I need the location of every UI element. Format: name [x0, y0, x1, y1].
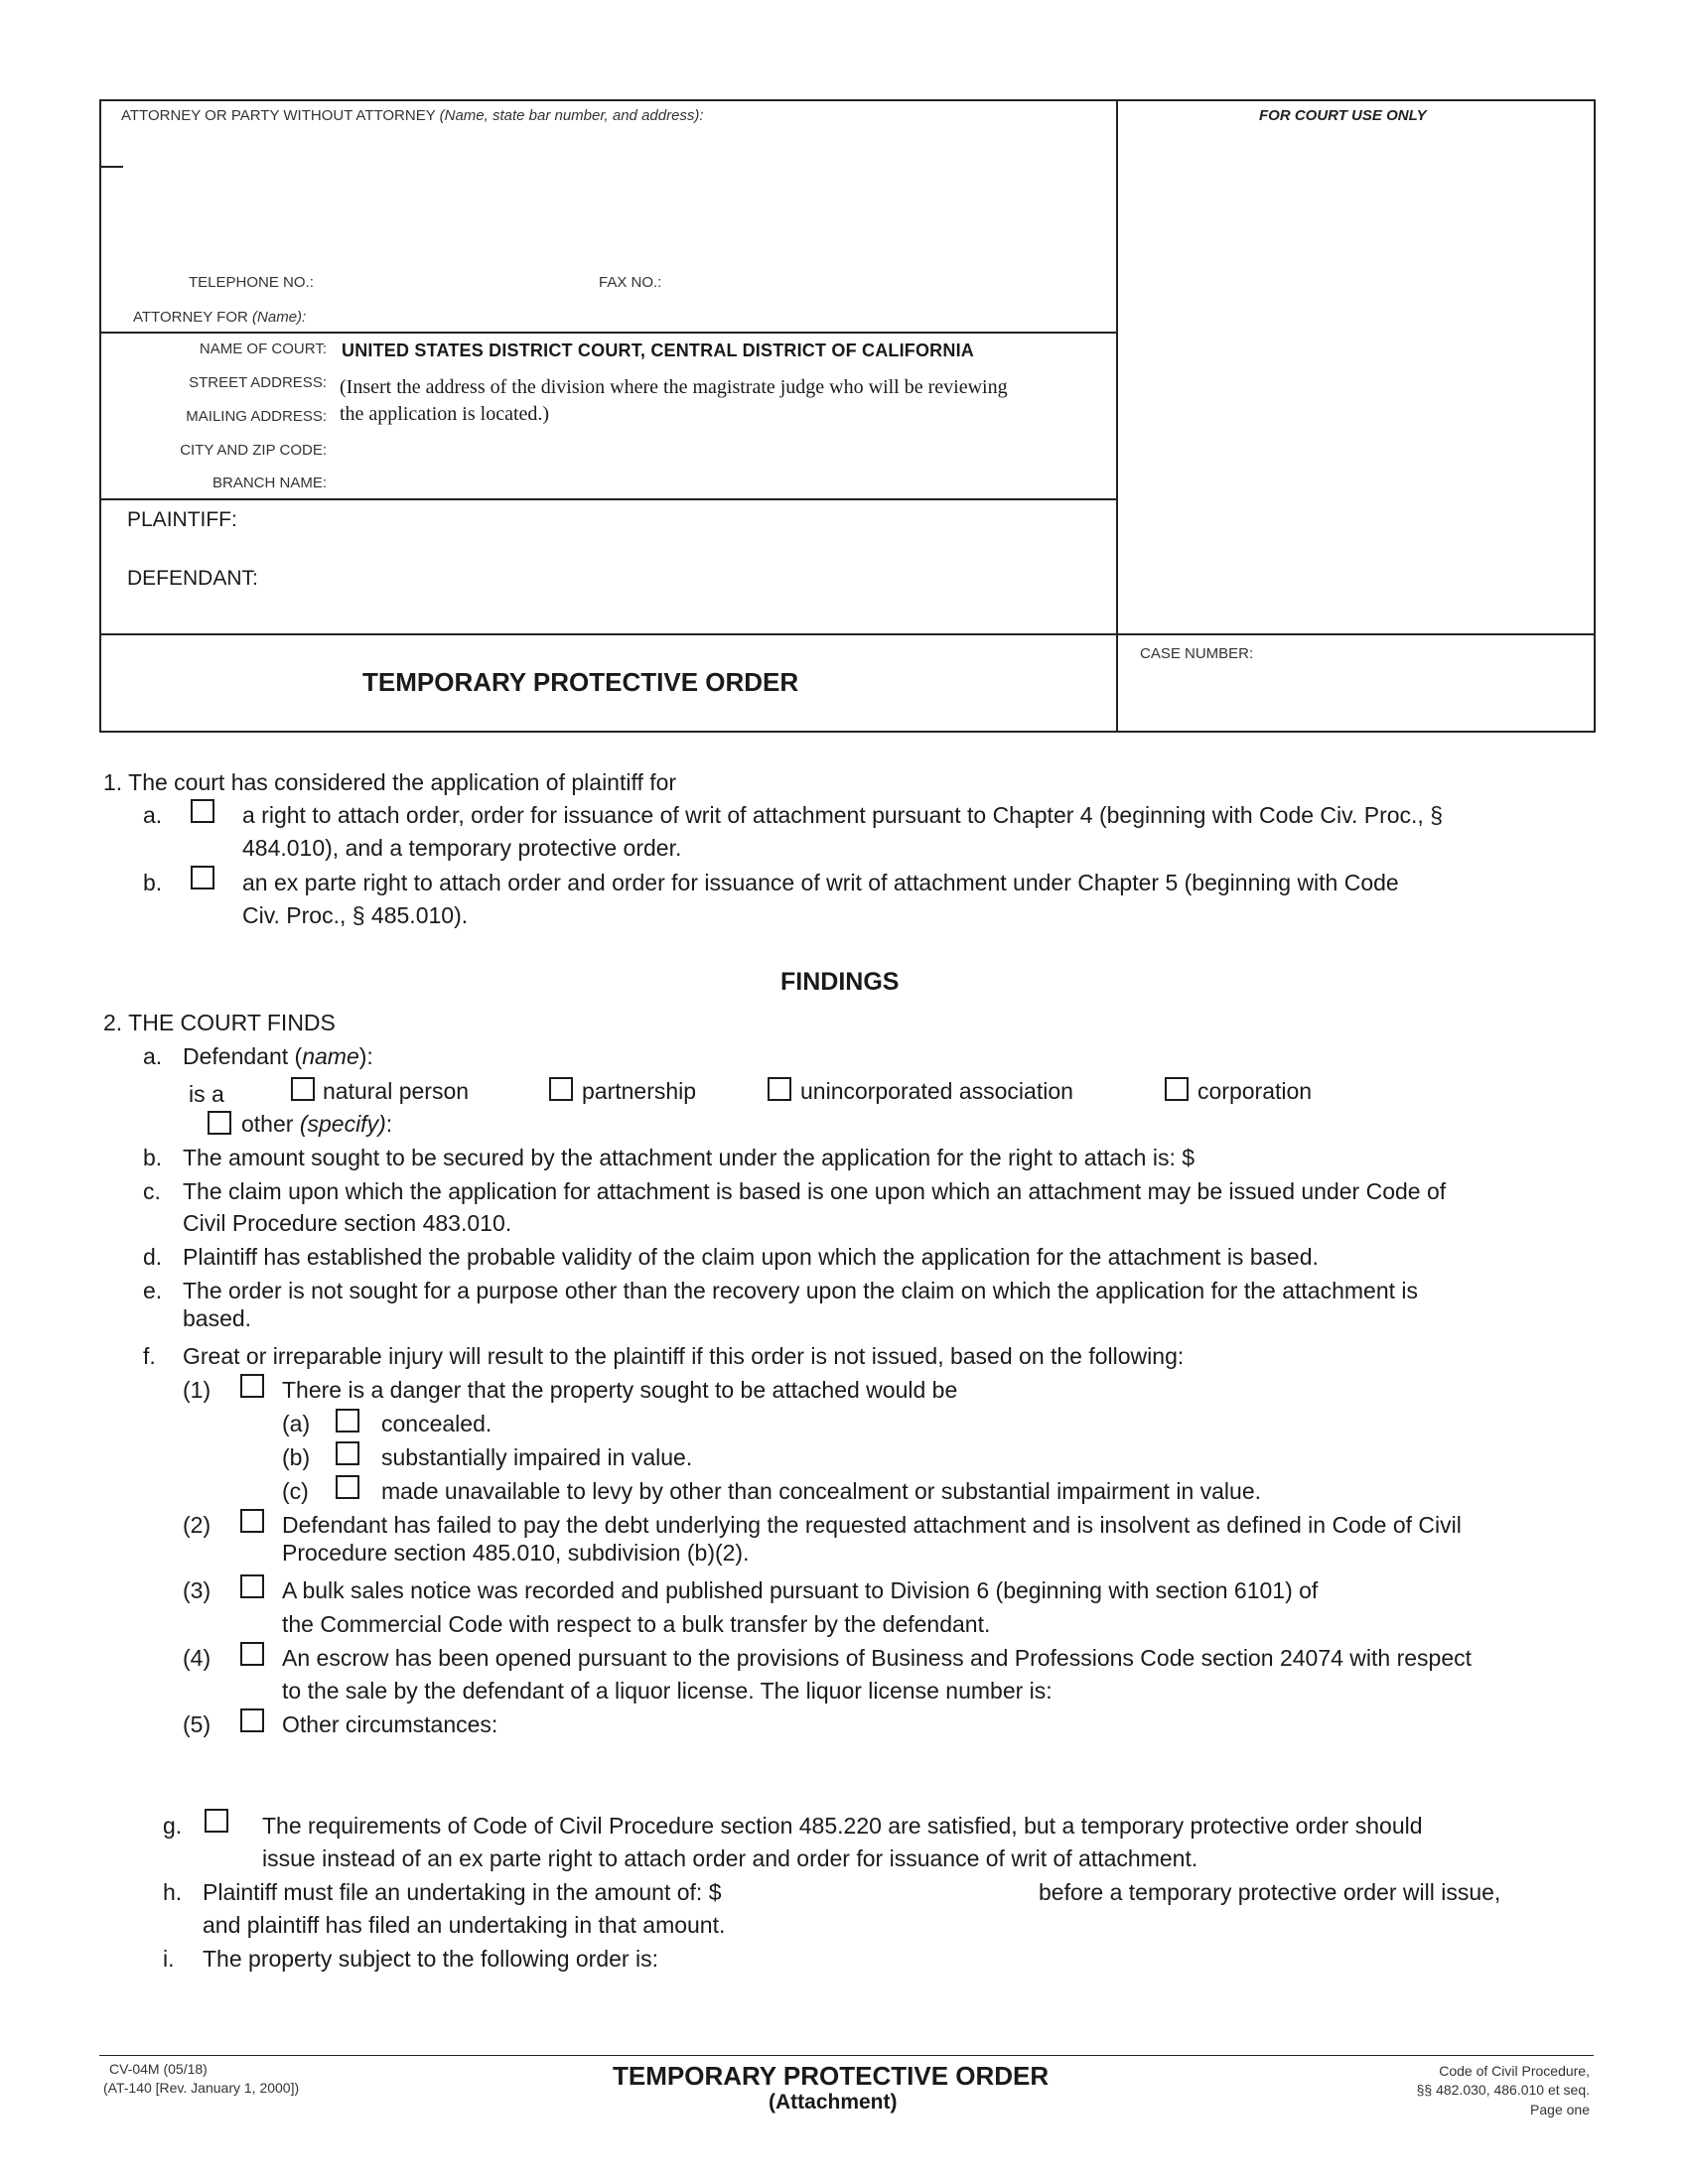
- finding-g-letter: g.: [163, 1813, 183, 1839]
- f4-line2: to the sale by the defendant of a liquor license. The liquor license number is:: [282, 1678, 1053, 1704]
- finding-e-letter: e.: [143, 1278, 163, 1303]
- defendant-label: DEFENDANT:: [127, 567, 258, 590]
- f3-number: (3): [183, 1577, 211, 1603]
- f1-text: There is a danger that the property sought to be attached would be: [282, 1377, 958, 1403]
- attorney-label-hint: (Name, state bar number, and address):: [439, 107, 704, 124]
- section1-a-checkbox[interactable]: [191, 799, 214, 823]
- section1-b-checkbox[interactable]: [191, 866, 214, 889]
- f3-checkbox[interactable]: [240, 1574, 264, 1598]
- f1-checkbox[interactable]: [240, 1374, 264, 1398]
- footer-code-line1: Code of Civil Procedure,: [1439, 2063, 1590, 2079]
- branch-name-label: BRANCH NAME:: [211, 475, 327, 491]
- fa-letter: (a): [282, 1411, 311, 1436]
- findings-intro: 2. THE COURT FINDS: [103, 1010, 336, 1035]
- attorney-label: [121, 107, 704, 124]
- finding-a-close: ):: [358, 1043, 373, 1069]
- f5-checkbox[interactable]: [240, 1708, 264, 1732]
- form-title: TEMPORARY PROTECTIVE ORDER: [362, 667, 799, 697]
- f4-number: (4): [183, 1645, 211, 1671]
- section1-a-letter: a.: [143, 802, 163, 828]
- finding-e-line2: based.: [183, 1305, 252, 1331]
- footer-title: TEMPORARY PROTECTIVE ORDER: [613, 2061, 1050, 2091]
- fa-checkbox[interactable]: [336, 1409, 359, 1433]
- finding-c-letter: c.: [143, 1178, 161, 1204]
- natural-person-checkbox[interactable]: [291, 1077, 315, 1101]
- f2-line1: Defendant has failed to pay the debt underlying the requested attachment and is insolvent as defined in Code of Civil: [282, 1512, 1462, 1538]
- finding-i-letter: i.: [163, 1946, 175, 1972]
- f4-line1: An escrow has been opened pursuant to the provisions of Business and Professions Code section 24074 with respect: [282, 1645, 1473, 1671]
- attorney-for-text: ATTORNEY FOR: [133, 309, 248, 326]
- finding-h-text2: before a temporary protective order will issue,: [1039, 1879, 1501, 1905]
- mailing-address-label: MAILING ADDRESS:: [186, 408, 327, 425]
- attorney-for-hint: (Name):: [252, 309, 307, 326]
- f5-text: Other circumstances:: [282, 1711, 498, 1737]
- f1-number: (1): [183, 1377, 211, 1403]
- f3-line1: A bulk sales notice was recorded and published pursuant to Division 6 (beginning with section 6101) of: [282, 1577, 1319, 1603]
- other-text: other: [241, 1111, 294, 1137]
- finding-i-text: The property subject to the following order is:: [203, 1946, 658, 1972]
- finding-a-name-hint: name: [302, 1043, 359, 1069]
- corporation-checkbox[interactable]: [1165, 1077, 1189, 1101]
- street-address-value: (Insert the address of the division where the magistrate judge who will be reviewing: [340, 376, 1008, 398]
- attorney-for-label: [133, 309, 306, 326]
- finding-a-letter: a.: [143, 1043, 163, 1069]
- finding-c-line1: The claim upon which the application for attachment is based is one upon which an attachment may be issued under Code of: [183, 1178, 1447, 1204]
- fc-text: made unavailable to levy by other than concealment or substantial impairment in value.: [381, 1478, 1261, 1504]
- unincorporated-association-label: unincorporated association: [800, 1078, 1073, 1104]
- finding-a-label: Defendant (: [183, 1043, 303, 1069]
- f2-checkbox[interactable]: [240, 1509, 264, 1533]
- fc-checkbox[interactable]: [336, 1475, 359, 1499]
- corporation-label: corporation: [1197, 1078, 1313, 1104]
- finding-g-line1: The requirements of Code of Civil Procedure section 485.220 are satisfied, but a temporary protective order should: [262, 1813, 1423, 1839]
- f4-checkbox[interactable]: [240, 1642, 264, 1666]
- fa-text: concealed.: [381, 1411, 492, 1436]
- finding-h-line2: and plaintiff has filed an undertaking in that amount.: [203, 1912, 726, 1938]
- finding-b-letter: b.: [143, 1145, 163, 1170]
- footer-code-line2: §§ 482.030, 486.010 et seq.: [1416, 2082, 1590, 2098]
- city-zip-label: CITY AND ZIP CODE:: [180, 442, 327, 459]
- natural-person-label: natural person: [323, 1078, 470, 1104]
- plaintiff-label: PLAINTIFF:: [127, 508, 237, 531]
- is-a-label: is a: [189, 1081, 224, 1107]
- footer-page: Page one: [1530, 2102, 1590, 2117]
- findings-heading: FINDINGS: [780, 968, 900, 996]
- finding-f-text: Great or irreparable injury will result to the plaintiff if this order is not issued, based on the following:: [183, 1343, 1185, 1369]
- other-colon: :: [385, 1111, 393, 1137]
- partnership-checkbox[interactable]: [549, 1077, 573, 1101]
- section1-b-line1: an ex parte right to attach order and order for issuance of writ of attachment under Chapter 5 (beginning with Code: [242, 870, 1399, 895]
- section1-b-letter: b.: [143, 870, 163, 895]
- footer-subtitle: (Attachment): [769, 2091, 898, 2114]
- fc-letter: (c): [282, 1478, 309, 1504]
- name-of-court-label: NAME OF COURT:: [199, 341, 327, 357]
- court-name-value: UNITED STATES DISTRICT COURT, CENTRAL DISTRICT OF CALIFORNIA: [342, 341, 974, 360]
- fb-checkbox[interactable]: [336, 1441, 359, 1465]
- f2-line2: Procedure section 485.010, subdivision (b)(2).: [282, 1540, 750, 1566]
- attorney-label-text: ATTORNEY OR PARTY WITHOUT ATTORNEY: [121, 107, 436, 124]
- footer-form-code: CV-04M (05/18): [109, 2061, 208, 2077]
- other-label: [241, 1111, 392, 1138]
- street-address-label: STREET ADDRESS:: [189, 374, 327, 391]
- finding-h-letter: h.: [163, 1879, 183, 1905]
- mailing-address-value: the application is located.): [340, 403, 550, 425]
- finding-c-line2: Civil Procedure section 483.010.: [183, 1210, 512, 1236]
- court-use-label: FOR COURT USE ONLY: [1259, 107, 1427, 124]
- other-checkbox[interactable]: [208, 1111, 231, 1135]
- finding-f-letter: f.: [143, 1343, 156, 1369]
- finding-g-line2: issue instead of an ex parte right to attach order and order for issuance of writ of attachment.: [262, 1845, 1198, 1871]
- section1-b-line2: Civ. Proc., § 485.010).: [242, 902, 469, 928]
- telephone-label: TELEPHONE NO.:: [189, 274, 314, 291]
- fax-label: FAX NO.:: [599, 274, 662, 291]
- section1-a-line2: 484.010), and a temporary protective order.: [242, 835, 682, 861]
- finding-d-text: Plaintiff has established the probable validity of the claim upon which the application for the attachment is based.: [183, 1244, 1319, 1270]
- finding-d-letter: d.: [143, 1244, 163, 1270]
- finding-a-text: [183, 1043, 373, 1070]
- f3-line2: the Commercial Code with respect to a bulk transfer by the defendant.: [282, 1611, 991, 1637]
- finding-g-checkbox[interactable]: [205, 1809, 228, 1833]
- finding-b-text: The amount sought to be secured by the attachment under the application for the right to attach is: $: [183, 1145, 1196, 1170]
- section1-a-line1: a right to attach order, order for issuance of writ of attachment pursuant to Chapter 4 (beginning with Code Civ. Proc., §: [242, 802, 1443, 828]
- unincorporated-association-checkbox[interactable]: [768, 1077, 791, 1101]
- section1-intro: 1. The court has considered the application of plaintiff for: [103, 769, 677, 795]
- footer-form-rev: (AT-140 [Rev. January 1, 2000]): [103, 2080, 300, 2096]
- fb-text: substantially impaired in value.: [381, 1444, 693, 1470]
- footer-rule: [99, 2055, 1594, 2056]
- partnership-label: partnership: [582, 1078, 697, 1104]
- finding-e-line1: The order is not sought for a purpose other than the recovery upon the claim on which the application for the attachment is: [183, 1278, 1418, 1303]
- other-specify-hint: (specify): [299, 1111, 386, 1137]
- f2-number: (2): [183, 1512, 211, 1538]
- fb-letter: (b): [282, 1444, 311, 1470]
- finding-h-text: Plaintiff must file an undertaking in the amount of: $: [203, 1879, 722, 1905]
- f5-number: (5): [183, 1711, 211, 1737]
- case-number-label: CASE NUMBER:: [1140, 645, 1254, 662]
